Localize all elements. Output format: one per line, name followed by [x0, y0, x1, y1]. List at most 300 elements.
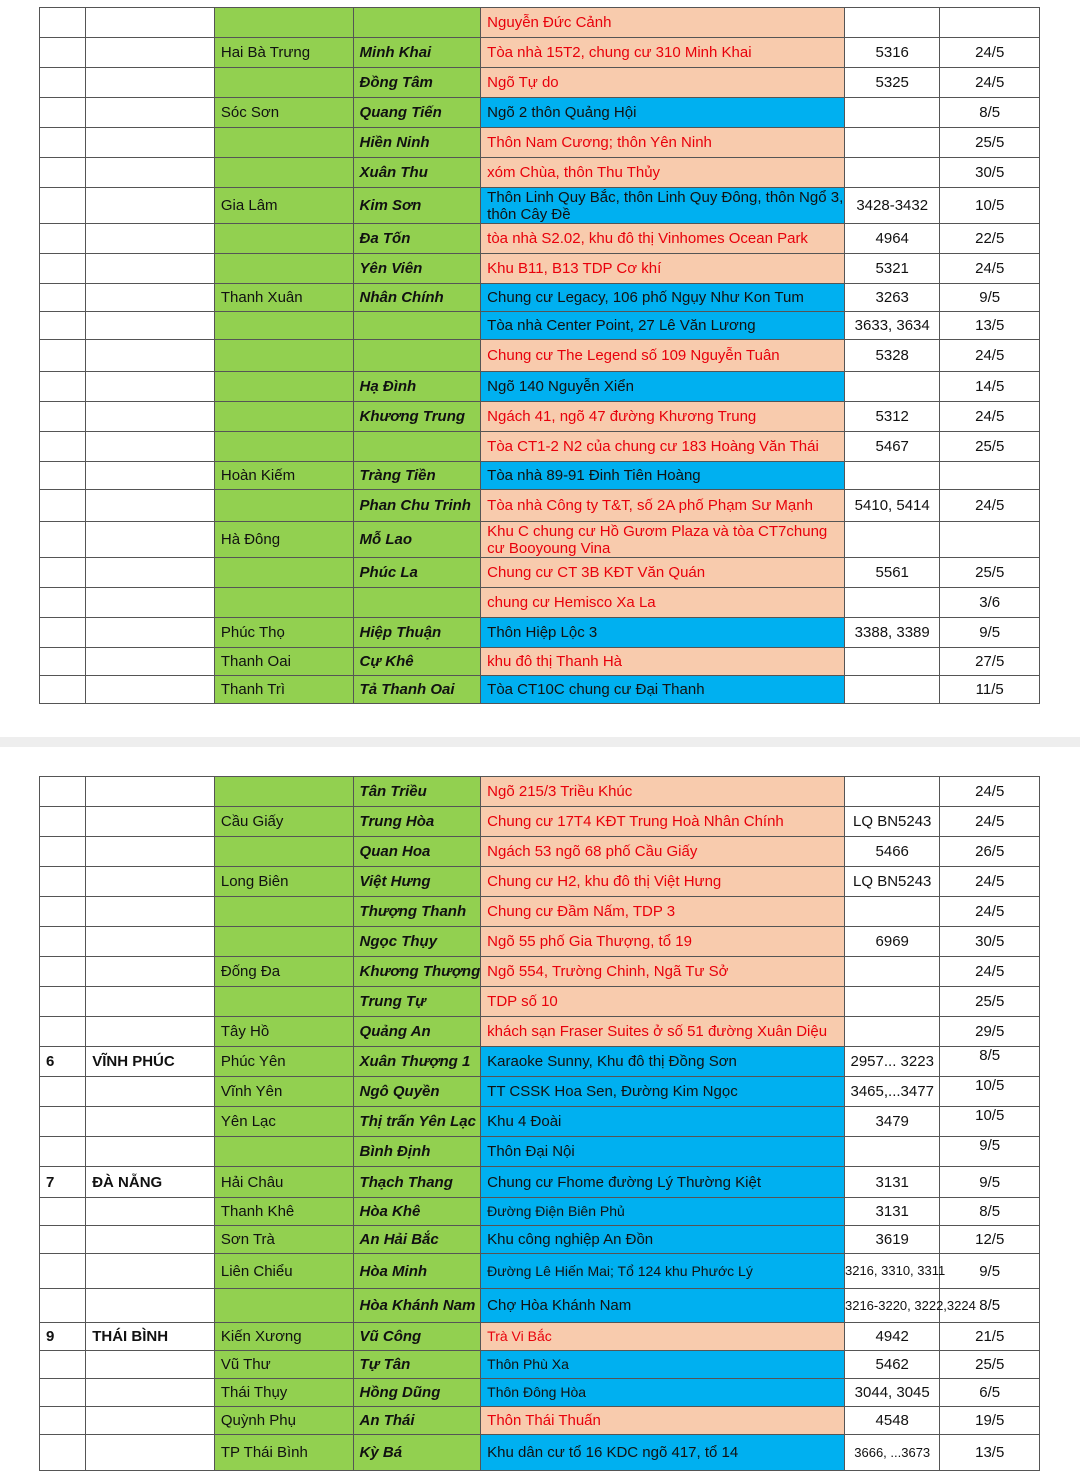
province-cell [86, 254, 215, 284]
district-cell: Quỳnh Phụ [214, 1407, 353, 1435]
row-number [40, 1351, 86, 1379]
province-cell [86, 676, 215, 704]
district-cell [214, 340, 353, 372]
date-cell: 9/5 [940, 1167, 1040, 1198]
row-number [40, 68, 86, 98]
ward-cell: Kỳ Bá [353, 1435, 481, 1471]
district-cell: Thanh Trì [214, 676, 353, 704]
district-cell: Hà Đông [214, 522, 353, 558]
province-cell [86, 1226, 215, 1254]
district-cell: Thanh Khê [214, 1198, 353, 1226]
address-cell: Ngõ 554, Trường Chinh, Ngã Tư Sở [481, 957, 845, 987]
province-cell [86, 1289, 215, 1323]
table-row [40, 1167, 1040, 1198]
table-row [40, 676, 1040, 704]
ward-cell [353, 588, 481, 618]
province-cell [86, 98, 215, 128]
address-cell: khách sạn Fraser Suites ở số 51 đường Xuân Diệu [481, 1017, 845, 1047]
row-number [40, 158, 86, 188]
date-cell: 24/5 [940, 402, 1040, 432]
table-row [40, 777, 1040, 807]
district-cell: Phúc Yên [214, 1047, 353, 1077]
date-cell [940, 522, 1040, 558]
table-row [40, 897, 1040, 927]
address-cell: Tòa nhà Công ty T&T, số 2A phố Phạm Sư Mạnh [481, 490, 845, 522]
address-cell: Tòa CT10C chung cư Đại Thanh [481, 676, 845, 704]
address-cell: Khu 4 Đoài [481, 1107, 845, 1137]
date-cell: 24/5 [940, 254, 1040, 284]
province-cell [86, 490, 215, 522]
code-cell: 3131 [844, 1167, 939, 1198]
row-number [40, 648, 86, 676]
row-number [40, 462, 86, 490]
row-number: 9 [40, 1323, 86, 1351]
district-cell: Thanh Xuân [214, 284, 353, 312]
district-cell: Cầu Giấy [214, 807, 353, 837]
row-number [40, 522, 86, 558]
row-number [40, 312, 86, 340]
province-cell [86, 312, 215, 340]
date-cell: 8/5 [940, 1047, 1040, 1077]
table-row [40, 462, 1040, 490]
date-cell [940, 8, 1040, 38]
code-cell [844, 897, 939, 927]
ward-cell [353, 340, 481, 372]
date-cell: 9/5 [940, 618, 1040, 648]
address-cell: Chung cư Đầm Nấm, TDP 3 [481, 897, 845, 927]
table-row [40, 1254, 1040, 1289]
table-row [40, 1226, 1040, 1254]
date-cell: 9/5 [940, 1137, 1040, 1167]
code-cell: 3666, ...3673 [844, 1435, 939, 1471]
province-cell [86, 777, 215, 807]
district-cell: Gia Lâm [214, 188, 353, 224]
row-number [40, 188, 86, 224]
address-cell: Đường Điện Biên Phủ [481, 1198, 845, 1226]
province-cell [86, 522, 215, 558]
address-cell: chung cư Hemisco Xa La [481, 588, 845, 618]
code-cell: 5462 [844, 1351, 939, 1379]
address-cell: Nguyễn Đức Cảnh [481, 8, 845, 38]
date-cell: 24/5 [940, 38, 1040, 68]
table-row [40, 254, 1040, 284]
table-row [40, 1077, 1040, 1107]
ward-cell: Xuân Thượng 1 [353, 1047, 481, 1077]
table-row [40, 1107, 1040, 1137]
table-row [40, 224, 1040, 254]
district-cell [214, 558, 353, 588]
province-cell [86, 1407, 215, 1435]
code-cell: 5410, 5414 [844, 490, 939, 522]
province-cell [86, 1017, 215, 1047]
district-cell: TP Thái Bình [214, 1435, 353, 1471]
date-cell: 25/5 [940, 558, 1040, 588]
district-cell [214, 927, 353, 957]
district-cell: Long Biên [214, 867, 353, 897]
ward-cell: Ngô Quyền [353, 1077, 481, 1107]
address-cell: Thôn Thái Thuấn [481, 1407, 845, 1435]
table-row [40, 38, 1040, 68]
district-cell [214, 897, 353, 927]
date-cell: 24/5 [940, 897, 1040, 927]
table-row [40, 867, 1040, 897]
address-cell: Ngách 41, ngõ 47 đường Khương Trung [481, 402, 845, 432]
table-row [40, 957, 1040, 987]
province-cell [86, 158, 215, 188]
table-row [40, 588, 1040, 618]
province-cell [86, 188, 215, 224]
code-cell: 3479 [844, 1107, 939, 1137]
district-cell: Hai Bà Trưng [214, 38, 353, 68]
date-cell: 25/5 [940, 128, 1040, 158]
address-cell: Karaoke Sunny, Khu đô thị Đồng Sơn [481, 1047, 845, 1077]
date-cell: 24/5 [940, 807, 1040, 837]
date-cell: 26/5 [940, 837, 1040, 867]
row-number [40, 807, 86, 837]
row-number [40, 1226, 86, 1254]
table-row [40, 1198, 1040, 1226]
ward-cell: Tả Thanh Oai [353, 676, 481, 704]
address-cell: Tòa CT1-2 N2 của chung cư 183 Hoàng Văn Thái [481, 432, 845, 462]
province-cell: ĐÀ NẴNG [86, 1167, 215, 1198]
row-number [40, 1077, 86, 1107]
row-number [40, 98, 86, 128]
code-cell: 5561 [844, 558, 939, 588]
district-cell [214, 312, 353, 340]
province-cell [86, 1137, 215, 1167]
row-number [40, 340, 86, 372]
ward-cell [353, 8, 481, 38]
ward-cell: An Hải Bắc [353, 1226, 481, 1254]
table-row [40, 402, 1040, 432]
code-cell: 5321 [844, 254, 939, 284]
code-cell [844, 588, 939, 618]
ward-cell: Hiệp Thuận [353, 618, 481, 648]
table-row [40, 8, 1040, 38]
address-cell: tòa nhà S2.02, khu đô thị Vinhomes Ocean Park [481, 224, 845, 254]
row-number [40, 224, 86, 254]
district-cell [214, 68, 353, 98]
district-cell [214, 987, 353, 1017]
province-cell [86, 462, 215, 490]
province-cell [86, 837, 215, 867]
address-cell: TDP số 10 [481, 987, 845, 1017]
district-cell [214, 1137, 353, 1167]
province-cell [86, 1435, 215, 1471]
code-cell [844, 158, 939, 188]
row-number [40, 1435, 86, 1471]
date-cell: 25/5 [940, 987, 1040, 1017]
address-cell: TT CSSK Hoa Sen, Đường Kim Ngọc [481, 1077, 845, 1107]
table-row [40, 1435, 1040, 1471]
district-cell [214, 128, 353, 158]
code-cell: 3131 [844, 1198, 939, 1226]
province-cell [86, 38, 215, 68]
code-cell: 5467 [844, 432, 939, 462]
table-row [40, 1017, 1040, 1047]
ward-cell: Tràng Tiền [353, 462, 481, 490]
date-cell: 14/5 [940, 372, 1040, 402]
table-row [40, 372, 1040, 402]
date-cell: 30/5 [940, 927, 1040, 957]
ward-cell: Hòa Khánh Nam [353, 1289, 481, 1323]
row-number [40, 897, 86, 927]
ward-cell: Trung Hòa [353, 807, 481, 837]
district-cell: Sóc Sơn [214, 98, 353, 128]
code-cell [844, 987, 939, 1017]
code-cell: 3388, 3389 [844, 618, 939, 648]
province-cell [86, 68, 215, 98]
district-cell: Vũ Thư [214, 1351, 353, 1379]
row-number [40, 957, 86, 987]
date-cell: 24/5 [940, 777, 1040, 807]
table-row [40, 1379, 1040, 1407]
row-number [40, 8, 86, 38]
district-cell: Vĩnh Yên [214, 1077, 353, 1107]
ward-cell: Đồng Tâm [353, 68, 481, 98]
district-cell [214, 158, 353, 188]
province-cell [86, 284, 215, 312]
province-cell [86, 1351, 215, 1379]
code-cell: 5325 [844, 68, 939, 98]
table-row [40, 312, 1040, 340]
address-cell: Thôn Phù Xa [481, 1351, 845, 1379]
district-cell [214, 254, 353, 284]
row-number [40, 38, 86, 68]
code-cell: LQ BN5243 [844, 867, 939, 897]
date-cell: 10/5 [940, 1107, 1040, 1137]
date-cell: 24/5 [940, 867, 1040, 897]
row-number [40, 432, 86, 462]
province-cell [86, 1077, 215, 1107]
ward-cell: Hồng Dũng [353, 1379, 481, 1407]
address-cell: Chung cư The Legend số 109 Nguyễn Tuân [481, 340, 845, 372]
code-cell: 3633, 3634 [844, 312, 939, 340]
district-cell: Sơn Trà [214, 1226, 353, 1254]
table-row [40, 340, 1040, 372]
code-cell [844, 522, 939, 558]
table-row [40, 188, 1040, 224]
date-cell: 9/5 [940, 1254, 1040, 1289]
ward-cell: Tự Tân [353, 1351, 481, 1379]
ward-cell: Khương Trung [353, 402, 481, 432]
district-cell: Kiến Xương [214, 1323, 353, 1351]
outbreak-table-2 [39, 776, 1040, 1471]
ward-cell: Minh Khai [353, 38, 481, 68]
table-block-2 [39, 776, 1040, 1471]
ward-cell: Tân Triều [353, 777, 481, 807]
province-cell: THÁI BÌNH [86, 1323, 215, 1351]
district-cell [214, 372, 353, 402]
code-cell: 5328 [844, 340, 939, 372]
district-cell: Yên Lạc [214, 1107, 353, 1137]
code-cell: 3465,...3477 [844, 1077, 939, 1107]
table-row [40, 558, 1040, 588]
code-cell: 3216, 3310, 3311 [844, 1254, 939, 1289]
date-cell: 24/5 [940, 68, 1040, 98]
province-cell [86, 1379, 215, 1407]
row-number [40, 284, 86, 312]
address-cell: Chung cư Fhome đường Lý Thường Kiệt [481, 1167, 845, 1198]
address-cell: Chung cư CT 3B KĐT Văn Quán [481, 558, 845, 588]
address-cell: Chung cư Legacy, 106 phố Ngụy Như Kon Tum [481, 284, 845, 312]
province-cell [86, 402, 215, 432]
code-cell: 3044, 3045 [844, 1379, 939, 1407]
ward-cell: Hiền Ninh [353, 128, 481, 158]
district-cell: Hải Châu [214, 1167, 353, 1198]
province-cell [86, 1198, 215, 1226]
table-row [40, 1047, 1040, 1077]
address-cell: Ngách 53 ngõ 68 phố Cầu Giấy [481, 837, 845, 867]
date-cell: 22/5 [940, 224, 1040, 254]
address-cell: Khu dân cư tổ 16 KDC ngõ 417, tổ 14 [481, 1435, 845, 1471]
table-row [40, 128, 1040, 158]
district-cell: Tây Hồ [214, 1017, 353, 1047]
row-number [40, 1137, 86, 1167]
code-cell [844, 676, 939, 704]
row-number [40, 1107, 86, 1137]
address-cell: Ngõ 215/3 Triều Khúc [481, 777, 845, 807]
date-cell: 29/5 [940, 1017, 1040, 1047]
row-number: 7 [40, 1167, 86, 1198]
address-cell: xóm Chùa, thôn Thu Thủy [481, 158, 845, 188]
ward-cell: Thượng Thanh [353, 897, 481, 927]
table-row [40, 987, 1040, 1017]
date-cell: 24/5 [940, 490, 1040, 522]
address-cell: Chợ Hòa Khánh Nam [481, 1289, 845, 1323]
province-cell [86, 897, 215, 927]
code-cell [844, 1137, 939, 1167]
row-number [40, 558, 86, 588]
ward-cell: Xuân Thu [353, 158, 481, 188]
district-cell [214, 224, 353, 254]
row-number [40, 1407, 86, 1435]
ward-cell: Bình Định [353, 1137, 481, 1167]
address-cell: Tòa nhà Center Point, 27 Lê Văn Lương [481, 312, 845, 340]
code-cell [844, 957, 939, 987]
date-cell: 3/6 [940, 588, 1040, 618]
address-cell: Thôn Nam Cương; thôn Yên Ninh [481, 128, 845, 158]
table-row [40, 284, 1040, 312]
date-cell: 11/5 [940, 676, 1040, 704]
code-cell [844, 98, 939, 128]
province-cell [86, 1254, 215, 1289]
ward-cell: Quảng An [353, 1017, 481, 1047]
row-number [40, 402, 86, 432]
code-cell: 3619 [844, 1226, 939, 1254]
ward-cell: Ngọc Thụy [353, 927, 481, 957]
code-cell: 4548 [844, 1407, 939, 1435]
row-number [40, 128, 86, 158]
ward-cell [353, 312, 481, 340]
ward-cell: Khương Thượng [353, 957, 481, 987]
province-cell [86, 807, 215, 837]
ward-cell [353, 432, 481, 462]
address-cell: Ngõ 55 phố Gia Thượng, tổ 19 [481, 927, 845, 957]
address-cell: Tòa nhà 15T2, chung cư 310 Minh Khai [481, 38, 845, 68]
table-row [40, 1351, 1040, 1379]
province-cell [86, 340, 215, 372]
ward-cell: Quang Tiến [353, 98, 481, 128]
ward-cell: Quan Hoa [353, 837, 481, 867]
row-number [40, 1379, 86, 1407]
province-cell [86, 372, 215, 402]
code-cell [844, 648, 939, 676]
address-cell: Thôn Đông Hòa [481, 1379, 845, 1407]
district-cell [214, 432, 353, 462]
date-cell: 8/5 [940, 1198, 1040, 1226]
district-cell: Đống Đa [214, 957, 353, 987]
date-cell: 9/5 [940, 284, 1040, 312]
row-number [40, 490, 86, 522]
ward-cell: Kim Sơn [353, 188, 481, 224]
date-cell [940, 462, 1040, 490]
province-cell [86, 1107, 215, 1137]
row-number [40, 588, 86, 618]
code-cell [844, 1017, 939, 1047]
row-number [40, 1254, 86, 1289]
province-cell: VĨNH PHÚC [86, 1047, 215, 1077]
ward-cell: Phúc La [353, 558, 481, 588]
table-row [40, 98, 1040, 128]
address-cell: Thôn Đại Nội [481, 1137, 845, 1167]
address-cell: Chung cư 17T4 KĐT Trung Hoà Nhân Chính [481, 807, 845, 837]
table-row [40, 432, 1040, 462]
date-cell: 10/5 [940, 1077, 1040, 1107]
ward-cell: Cự Khê [353, 648, 481, 676]
code-cell: 3263 [844, 284, 939, 312]
date-cell: 19/5 [940, 1407, 1040, 1435]
row-number [40, 1289, 86, 1323]
date-cell: 21/5 [940, 1323, 1040, 1351]
address-cell: Chung cư H2, khu đô thị Việt Hưng [481, 867, 845, 897]
code-cell [844, 372, 939, 402]
address-cell: Thôn Hiệp Lộc 3 [481, 618, 845, 648]
row-number [40, 254, 86, 284]
ward-cell: Thạch Thang [353, 1167, 481, 1198]
date-cell: 13/5 [940, 1435, 1040, 1471]
district-cell: Phúc Thọ [214, 618, 353, 648]
date-cell: 10/5 [940, 188, 1040, 224]
table-row [40, 1323, 1040, 1351]
code-cell: 2957... 3223 [844, 1047, 939, 1077]
table-row [40, 490, 1040, 522]
table-row [40, 1289, 1040, 1323]
row-number [40, 777, 86, 807]
row-number [40, 372, 86, 402]
page-separator [0, 737, 1080, 747]
province-cell [86, 588, 215, 618]
row-number [40, 618, 86, 648]
province-cell [86, 987, 215, 1017]
code-cell: 3428-3432 [844, 188, 939, 224]
table-row [40, 158, 1040, 188]
district-cell [214, 1289, 353, 1323]
ward-cell: Thị trấn Yên Lạc [353, 1107, 481, 1137]
address-cell: Đường Lê Hiến Mai; Tổ 124 khu Phước Lý [481, 1254, 845, 1289]
date-cell: 13/5 [940, 312, 1040, 340]
ward-cell: Phan Chu Trinh [353, 490, 481, 522]
district-cell: Hoàn Kiếm [214, 462, 353, 490]
code-cell: 4942 [844, 1323, 939, 1351]
province-cell [86, 927, 215, 957]
row-number: 6 [40, 1047, 86, 1077]
row-number [40, 867, 86, 897]
row-number [40, 676, 86, 704]
table-row [40, 1137, 1040, 1167]
date-cell: 24/5 [940, 340, 1040, 372]
row-number [40, 1198, 86, 1226]
